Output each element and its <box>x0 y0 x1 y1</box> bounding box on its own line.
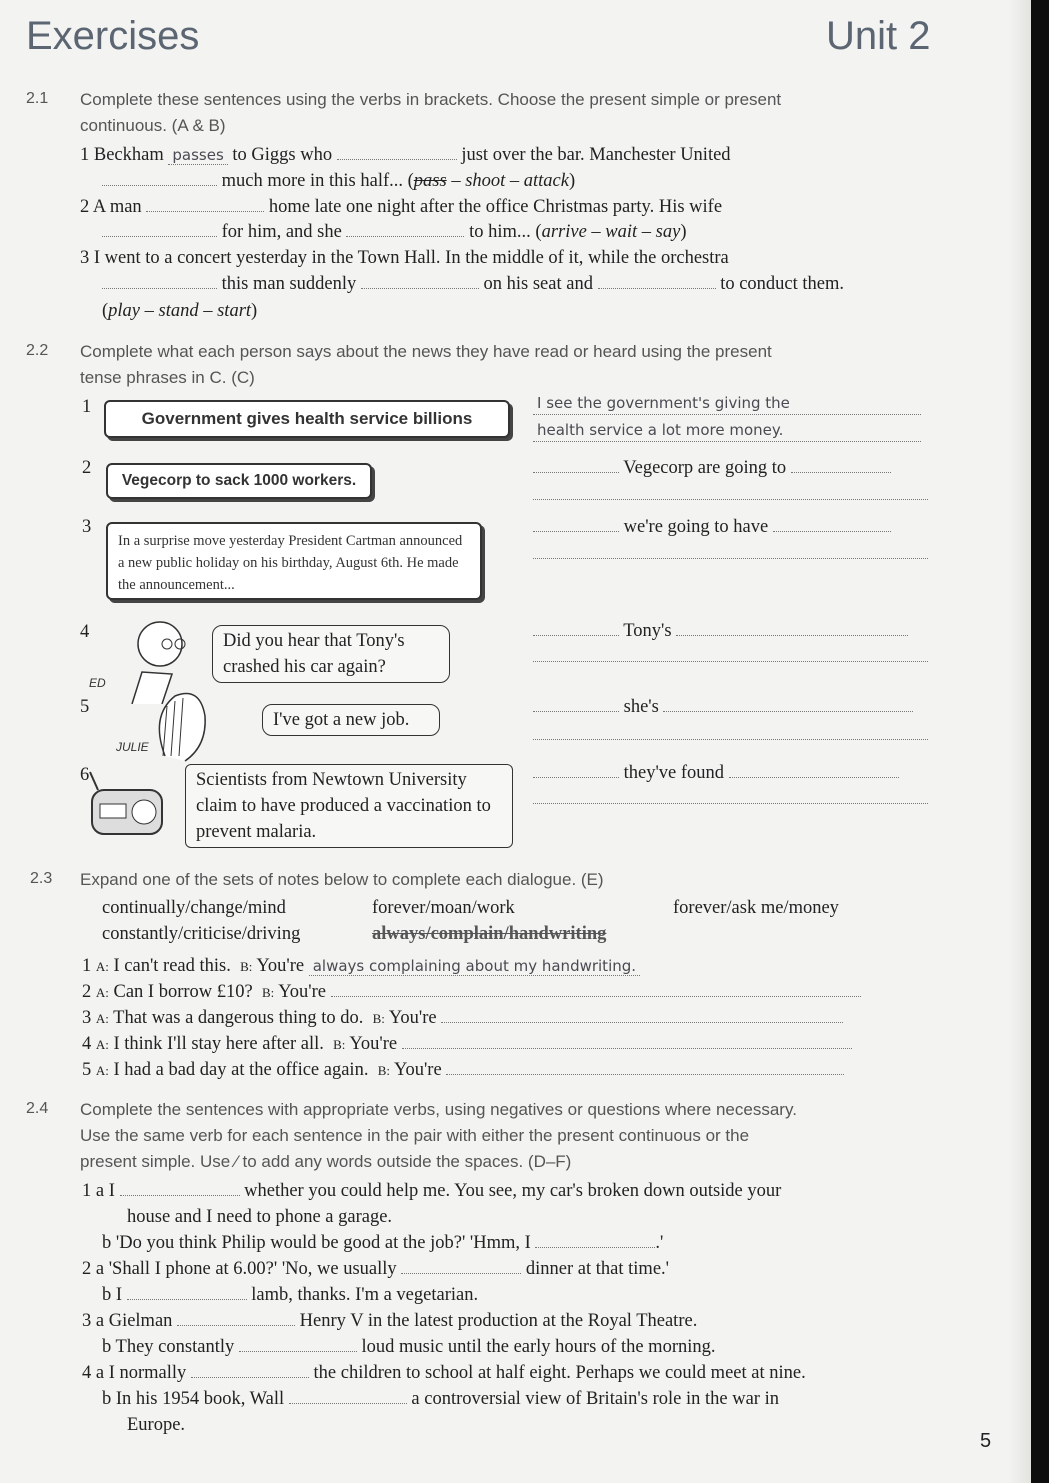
answer-line <box>533 696 913 718</box>
sentence <box>82 1180 781 1202</box>
note: continually/change/mind <box>102 898 286 918</box>
text: home late one night after the office Christmas party. His wife <box>268 197 723 217</box>
answer-line <box>533 392 921 415</box>
blank[interactable] <box>533 544 928 559</box>
speaker-b: B: <box>261 985 275 1000</box>
speaker-a: A: <box>95 959 109 974</box>
text: to conduct them. <box>720 274 845 294</box>
sentence <box>80 196 722 218</box>
blank[interactable] <box>773 517 891 532</box>
verbs: play – stand – start <box>108 301 252 321</box>
instruction: Use the same verb for each sentence in the pair with either the present continuous or the <box>80 1126 750 1145</box>
text: she's <box>623 697 659 717</box>
text: Henry V in the latest production at the Royal Theatre. <box>299 1311 698 1331</box>
text: to Giggs who <box>232 145 333 165</box>
text: b I <box>102 1285 123 1305</box>
num: 3 <box>82 1008 92 1028</box>
blank[interactable] <box>102 222 217 237</box>
text: .' <box>655 1233 664 1253</box>
line-b: You're <box>278 982 326 1002</box>
line-b: You're <box>349 1034 398 1054</box>
speaker-a: A: <box>95 1011 109 1026</box>
blank[interactable] <box>102 171 217 186</box>
item-number: 5 <box>80 697 90 717</box>
answer-line <box>533 762 899 784</box>
blank[interactable] <box>533 697 619 712</box>
line-a: That was a dangerous thing to do. <box>113 1008 364 1028</box>
blank[interactable] <box>441 1008 843 1023</box>
text: lamb, thanks. I'm a vegetarian. <box>251 1285 479 1305</box>
speaker-a: A: <box>95 1037 109 1052</box>
speaker-label: JULIE <box>116 740 149 754</box>
text: to him... ( <box>469 222 542 242</box>
answer-handwritten[interactable]: health service a lot more money. <box>533 419 921 442</box>
text: 3 a Gielman <box>82 1311 173 1331</box>
blank[interactable] <box>729 763 899 778</box>
dialogue <box>82 955 640 978</box>
answer-handwritten[interactable]: I see the government's giving the <box>533 392 921 415</box>
num: 5 <box>82 1060 92 1080</box>
text: dinner at that time.' <box>525 1259 669 1279</box>
sentence: house and I need to phone a garage. <box>127 1207 393 1227</box>
blank[interactable] <box>533 725 928 740</box>
text: Vegecorp are going to <box>623 458 787 478</box>
struck-verb: pass <box>413 171 447 191</box>
instruction: Complete these sentences using the verbs in brackets. Choose the present simple or present <box>80 90 782 109</box>
exercise-number: 2.4 <box>26 1100 49 1117</box>
text: much more in this half... ( <box>221 171 414 191</box>
speech-bubble-4: Did you hear that Tony's crashed his car again? <box>212 625 450 683</box>
instruction: Complete the sentences with appropriate verbs, using negatives or questions where necessary. <box>80 1100 797 1119</box>
line-a: I think I'll stay here after all. <box>113 1034 324 1054</box>
blank[interactable] <box>361 274 479 289</box>
item-number: 2 <box>82 458 92 478</box>
sentence: Europe. <box>127 1415 186 1435</box>
sentence <box>102 1388 779 1410</box>
text: the children to school at half eight. Perhaps we could meet at nine. <box>313 1363 806 1383</box>
blank[interactable] <box>239 1337 357 1352</box>
answer-line <box>533 646 928 668</box>
text: for him, and she <box>221 222 342 242</box>
text: they've found <box>623 763 725 783</box>
page-gutter <box>1009 0 1031 1483</box>
line-a: I had a bad day at the office again. <box>113 1060 369 1080</box>
sentence <box>82 1310 697 1332</box>
num: 4 <box>82 1034 92 1054</box>
instruction: tense phrases in C. (C) <box>80 368 255 387</box>
blank[interactable] <box>289 1389 407 1404</box>
speaker-b: B: <box>333 1037 346 1052</box>
sentence <box>102 273 844 295</box>
sentence <box>82 1362 806 1384</box>
instruction: present simple. Use ⁄ to add any words outside the spaces. (D–F) <box>80 1152 572 1171</box>
answer-line <box>533 419 921 442</box>
speaker-a: A: <box>95 1063 109 1078</box>
blank[interactable] <box>533 789 928 804</box>
item-number: 1 <box>82 397 92 417</box>
blank[interactable] <box>535 1233 655 1248</box>
instruction: continuous. (A & B) <box>80 116 226 135</box>
speech-bubble-6: Scientists from Newtown University claim to have produced a vaccination to prevent malaria. <box>185 764 513 848</box>
sentence <box>82 1258 669 1280</box>
answer-handwritten[interactable]: always complaining about my handwriting. <box>309 957 640 976</box>
dialogue <box>82 981 861 1004</box>
exercise-number: 2.3 <box>30 870 53 887</box>
sentence <box>102 1232 663 1254</box>
note: forever/moan/work <box>372 898 515 918</box>
page-title: Exercises <box>26 14 200 58</box>
sentence <box>102 1336 716 1358</box>
verbs: – shoot – attack <box>446 171 569 191</box>
blank[interactable] <box>533 647 928 662</box>
unit-text: Unit 2 <box>826 14 931 58</box>
blank[interactable] <box>337 145 457 160</box>
text: 1 a I <box>82 1181 115 1201</box>
instruction: Expand one of the sets of notes below to complete each dialogue. (E) <box>80 870 604 889</box>
answer-line <box>533 484 928 506</box>
sentence <box>102 1284 478 1306</box>
sentence <box>80 144 731 166</box>
text: this man suddenly <box>221 274 357 294</box>
exercise-number: 2.1 <box>26 90 49 107</box>
blank[interactable] <box>402 1034 852 1049</box>
speech-bubble-5: I've got a new job. <box>262 704 440 736</box>
num: 2 <box>82 982 92 1002</box>
line-a: I can't read this. <box>113 956 231 976</box>
note: constantly/criticise/driving <box>102 924 301 944</box>
blank[interactable] <box>177 1311 295 1326</box>
blank[interactable] <box>533 621 619 636</box>
blank[interactable] <box>533 763 619 778</box>
line-a: Can I borrow £10? <box>113 982 253 1002</box>
answer-line <box>533 620 908 642</box>
text: b 'Do you think Philip would be good at the job?' 'Hmm, I <box>102 1233 531 1253</box>
line-b: You're <box>256 956 305 976</box>
text: on his seat and <box>483 274 593 294</box>
blank[interactable] <box>401 1259 521 1274</box>
text: whether you could help me. You see, my car's broken down outside your <box>244 1181 782 1201</box>
dialogue <box>82 1033 852 1056</box>
verbs: arrive – wait – say <box>541 222 681 242</box>
blank[interactable] <box>120 1181 240 1196</box>
text: we're going to have <box>623 517 769 537</box>
line-b: You're <box>388 1008 437 1028</box>
sentence: for him, and she to him... (arrive – wait – say) <box>102 221 687 243</box>
answer-handwritten[interactable]: passes <box>168 146 227 165</box>
item-number: 6 <box>80 765 90 785</box>
headline-1: Government gives health service billions <box>104 400 510 438</box>
dialogue <box>82 1007 843 1030</box>
blank[interactable] <box>791 458 891 473</box>
sentence: 3 I went to a concert yesterday in the Town Hall. In the middle of it, while the orchestra <box>80 248 729 268</box>
blank[interactable] <box>191 1363 309 1378</box>
speaker-label: ED <box>89 676 106 690</box>
text: b They constantly <box>102 1337 235 1357</box>
text: 2 a 'Shall I phone at 6.00?' 'No, we usually <box>82 1259 397 1279</box>
text: a controversial view of Britain's role in the war in <box>411 1389 779 1409</box>
blank[interactable] <box>102 274 217 289</box>
verbs-line: (play – stand – start) <box>102 301 258 321</box>
woman-illustration-icon <box>145 686 215 766</box>
blank[interactable] <box>533 458 619 473</box>
blank[interactable] <box>663 697 913 712</box>
speaker-a: A: <box>95 985 109 1000</box>
item-number: 3 <box>82 517 92 537</box>
unit-label <box>826 14 931 59</box>
line-b: You're <box>393 1060 442 1080</box>
blank[interactable] <box>533 517 619 532</box>
blank[interactable] <box>446 1060 844 1075</box>
news-article: In a surprise move yesterday President Cartman announced a new public holiday on his birthday, August 6th. He made the announcement... <box>106 522 482 600</box>
answer-line <box>533 724 928 746</box>
blank[interactable] <box>331 982 861 997</box>
answer-line <box>533 543 928 565</box>
headline-2: Vegecorp to sack 1000 workers. <box>106 463 372 499</box>
page-number: 5 <box>980 1430 992 1452</box>
blank[interactable] <box>598 274 716 289</box>
instruction: Complete what each person says about the news they have read or heard using the present <box>80 342 772 361</box>
speaker-b: B: <box>372 1011 385 1026</box>
text: Tony's <box>623 621 672 641</box>
radio-icon <box>88 770 168 840</box>
answer-line <box>533 788 928 810</box>
note-used: always/complain/handwriting <box>372 924 607 944</box>
text: 1 Beckham <box>80 145 164 165</box>
blank[interactable] <box>146 197 264 212</box>
answer-line <box>533 516 891 538</box>
text: 4 a I normally <box>82 1363 187 1383</box>
speaker-b: B: <box>377 1063 390 1078</box>
text: just over the bar. Manchester United <box>461 145 731 165</box>
exercise-number: 2.2 <box>26 342 49 359</box>
text: 2 A man <box>80 197 142 217</box>
num: 1 <box>82 956 92 976</box>
answer-line <box>533 457 891 479</box>
sentence: much more in this half... (pass – shoot – attack) <box>102 170 575 192</box>
page-edge <box>1031 0 1049 1483</box>
text: loud music until the early hours of the morning. <box>361 1337 716 1357</box>
item-number: 4 <box>80 622 90 642</box>
blank[interactable] <box>533 485 928 500</box>
text: b In his 1954 book, Wall <box>102 1389 285 1409</box>
note: forever/ask me/money <box>673 898 839 918</box>
blank[interactable] <box>127 1285 247 1300</box>
speaker-b: B: <box>240 959 253 974</box>
blank[interactable] <box>346 222 464 237</box>
dialogue <box>82 1059 844 1082</box>
blank[interactable] <box>676 621 908 636</box>
